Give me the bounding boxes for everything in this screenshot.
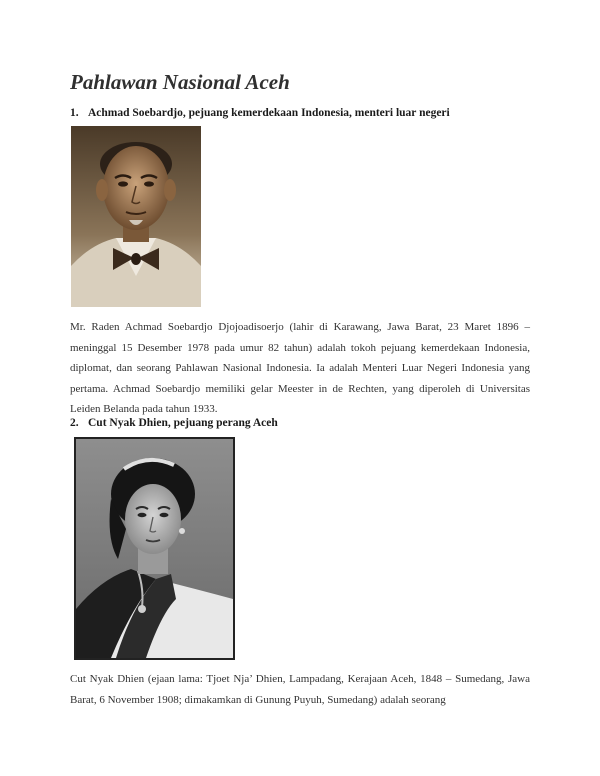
section-paragraph-2: Cut Nyak Dhien (ejaan lama: Tjoet Nja’ Dhien, Lampadang, Kerajaan Aceh, 1848 – Sumedang, Jawa Barat, 6 November 1908; dimakamkan di Gunung Puyuh, Sumedang) adalah seorang bbox=[70, 673, 530, 706]
portrait-cut-nyak-dhien-image bbox=[76, 439, 233, 658]
portrait-photo-soebardjo bbox=[71, 126, 201, 307]
portrait-soebardjo-image bbox=[71, 126, 201, 307]
section-heading-2 bbox=[70, 417, 278, 429]
section-heading-text-1: Achmad Soebardjo, pejuang kemerdekaan Indonesia, menteri luar negeri bbox=[88, 107, 450, 119]
section-heading-1 bbox=[70, 107, 450, 119]
section-paragraph-1: Mr. Raden Achmad Soebardjo Djojoadisoerjo (lahir di Karawang, Jawa Barat, 23 Maret 1896 – meninggal 15 Desember 1978 pada umur 82 tahun) adalah tokoh pejuang kemerdekaan Indonesia, diplomat, dan seorang Pahlawan Nasional Indonesia. Ia adalah Menteri Luar Negeri Indonesia yang pertama. Achmad Soebardjo memiliki gelar Meester in de Rechten, yang diperoleh di Universitas Leiden Belanda pada tahun 1933. bbox=[70, 321, 530, 415]
portrait-photo-cut-nyak-dhien bbox=[74, 437, 235, 660]
section-number-1: 1. bbox=[70, 107, 79, 119]
page-title: Pahlawan Nasional Aceh bbox=[70, 70, 290, 94]
section-number-2: 2. bbox=[70, 417, 79, 429]
section-heading-text-2: Cut Nyak Dhien, pejuang perang Aceh bbox=[88, 417, 278, 429]
